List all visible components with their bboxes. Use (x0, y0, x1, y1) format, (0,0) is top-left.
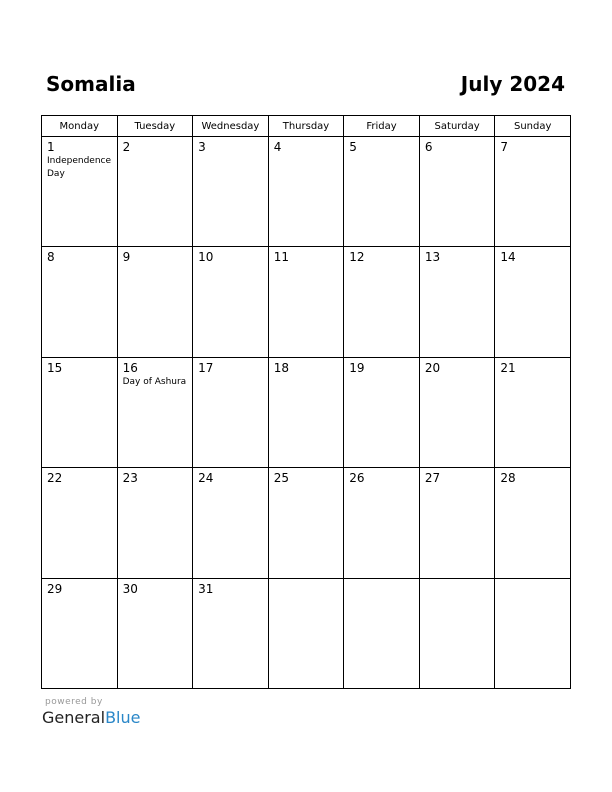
day-cell (419, 357, 495, 467)
day-cell (117, 357, 193, 467)
day-cell (268, 247, 344, 357)
day-cell (419, 468, 495, 578)
brand-name-general: General (42, 708, 106, 727)
day-cell-empty (344, 578, 420, 688)
day-number: 18 (273, 360, 289, 375)
week-row-3 (42, 357, 571, 467)
weekday-monday: Monday (42, 116, 118, 137)
day-cell (193, 468, 269, 578)
day-number: 17 (198, 360, 214, 375)
holiday-label: Day of Ashura (122, 376, 187, 387)
day-number: 9 (122, 250, 131, 265)
day-cell (42, 468, 118, 578)
weekday-header-row (42, 116, 571, 137)
brand-name-blue: Blue (105, 708, 141, 727)
month-title: July 2024 (460, 72, 565, 96)
day-number: 28 (500, 471, 516, 486)
day-number: 22 (47, 471, 63, 486)
day-number: 13 (424, 250, 441, 265)
day-number: 8 (47, 250, 55, 265)
day-cell (268, 468, 344, 578)
day-number: 19 (349, 360, 365, 375)
day-number: 2 (122, 140, 131, 154)
weekday-wednesday: Wednesday (193, 116, 269, 137)
day-number: 23 (122, 471, 138, 486)
day-number: 7 (500, 140, 509, 154)
day-number: 30 (122, 581, 138, 596)
day-number: 31 (198, 581, 214, 596)
day-cell (42, 357, 118, 467)
day-cell (193, 578, 269, 688)
day-number: 10 (198, 250, 214, 265)
day-cell (117, 247, 193, 357)
day-cell (268, 137, 344, 247)
day-cell (495, 357, 571, 467)
day-number: 14 (500, 250, 516, 265)
day-number: 11 (273, 250, 289, 265)
day-number: 12 (349, 250, 365, 265)
day-number: 5 (349, 140, 357, 154)
weekday-thursday: Thursday (268, 116, 344, 137)
day-cell (344, 247, 420, 357)
day-number: 27 (424, 471, 441, 486)
day-cell (495, 247, 571, 357)
day-cell (419, 247, 495, 357)
day-number: 21 (500, 360, 516, 375)
week-row-5 (42, 578, 571, 688)
day-number: 24 (198, 471, 214, 486)
day-number: 3 (198, 140, 206, 154)
day-number: 25 (273, 471, 289, 486)
weekday-sunday: Sunday (495, 116, 571, 137)
day-cell (268, 357, 344, 467)
day-cell (193, 137, 269, 247)
day-number: 6 (424, 140, 433, 154)
day-cell (344, 357, 420, 467)
weekday-friday: Friday (344, 116, 420, 137)
day-cell (419, 137, 495, 247)
weekday-tuesday: Tuesday (117, 116, 193, 137)
day-cell (495, 468, 571, 578)
day-number: 29 (47, 581, 63, 596)
day-cell-empty (495, 578, 571, 688)
day-cell (193, 357, 269, 467)
day-cell (42, 137, 118, 247)
week-row-1 (42, 137, 571, 247)
calendar-grid (41, 115, 571, 689)
day-cell-empty (419, 578, 495, 688)
day-number: 1 (47, 140, 55, 154)
day-number: 4 (273, 140, 282, 154)
day-cell (117, 137, 193, 247)
holiday-label: Independence Day (47, 156, 112, 179)
day-cell (117, 578, 193, 688)
day-cell-empty (268, 578, 344, 688)
day-number: 15 (47, 360, 63, 375)
day-cell (344, 137, 420, 247)
day-cell (42, 247, 118, 357)
brand-logo (42, 708, 140, 727)
day-cell (193, 247, 269, 357)
day-number: 16 (122, 360, 138, 375)
day-number: 26 (349, 471, 365, 486)
week-row-4 (42, 468, 571, 578)
powered-by-text: powered by (45, 697, 103, 707)
day-cell (42, 578, 118, 688)
week-row-2 (42, 247, 571, 357)
day-number: 20 (424, 360, 441, 375)
day-cell (117, 468, 193, 578)
weekday-saturday: Saturday (419, 116, 495, 137)
day-cell (495, 137, 571, 247)
country-title: Somalia (46, 72, 136, 96)
day-cell (344, 468, 420, 578)
